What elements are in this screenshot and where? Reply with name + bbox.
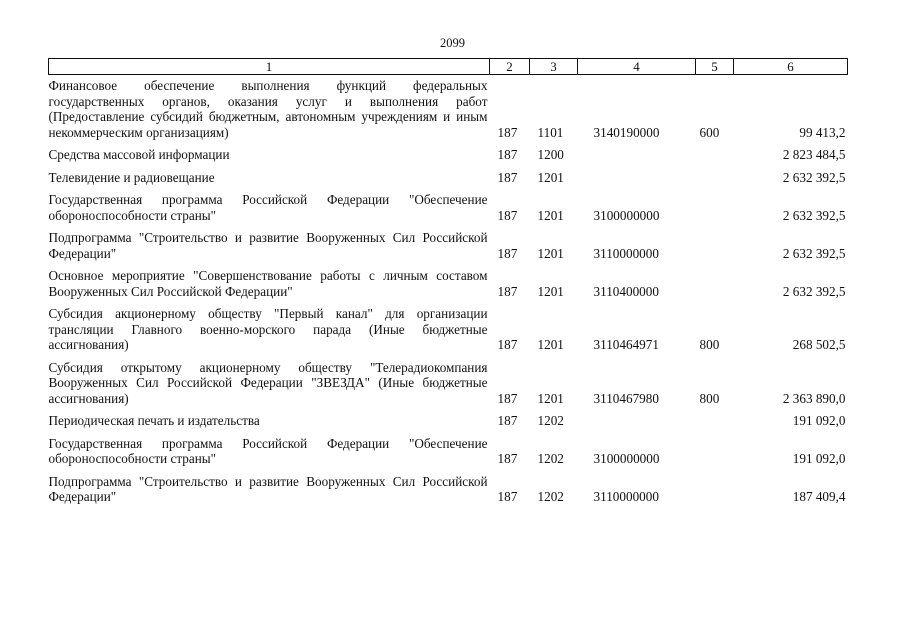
table-row — [49, 353, 848, 407]
row-name: Субсидия открытому акционерному обществу "Телерадиокомпания Вооруженных Сил Российской Федерации "ЗВЕЗДА" (Иные бюджетные ассигнования) — [48, 359, 488, 406]
row-ved: 187 — [497, 413, 518, 428]
row-section: 1201 — [537, 245, 564, 261]
row-name: Средства массовой информации — [48, 147, 230, 162]
row-section: 1201 — [537, 283, 564, 299]
row-name: Подпрограмма "Строительство и развитие Вооруженных Сил Российской Федерации" — [48, 230, 488, 261]
row-name: Субсидия акционерному обществу "Первый канал" для организации трансляции Главного военно-морского парада (Иные бюджетные ассигнования) — [48, 306, 488, 352]
row-ved: 187 — [497, 245, 518, 261]
row-target: 3140190000 — [593, 124, 660, 140]
row-ved: 187 — [497, 390, 518, 406]
row-sum: 2 823 484,5 — [782, 147, 846, 162]
row-target: 3110400000 — [593, 283, 659, 299]
row-section: 1201 — [537, 169, 564, 185]
row-name: Периодическая печать и издательства — [48, 413, 260, 428]
header-row — [49, 59, 848, 75]
row-expense-type — [696, 223, 734, 261]
row-target: 3100000000 — [593, 451, 660, 466]
row-sum: 2 632 392,5 — [782, 169, 846, 185]
row-target — [578, 406, 696, 429]
header-col-ved: 2 — [490, 59, 530, 75]
row-ved: 187 — [497, 147, 518, 162]
page-number: 2099 — [440, 36, 465, 50]
table-row — [49, 406, 848, 429]
row-section: 1201 — [537, 207, 564, 223]
row-target: 3110464971 — [593, 337, 659, 352]
table-row — [49, 185, 848, 223]
row-target — [578, 163, 696, 186]
row-name: Подпрограмма "Строительство и развитие Вооруженных Сил Российской Федерации" — [48, 473, 488, 504]
row-ved: 187 — [497, 124, 518, 140]
row-target: 3100000000 — [593, 207, 660, 223]
row-ved: 187 — [497, 169, 518, 185]
row-section: 1202 — [537, 451, 564, 466]
row-sum: 2 632 392,5 — [782, 207, 846, 223]
row-expense-type — [696, 163, 734, 186]
row-section: 1201 — [537, 337, 564, 352]
header-col-name: 1 — [49, 59, 490, 75]
row-expense-type: 800 — [699, 390, 720, 406]
row-sum: 187 409,4 — [792, 489, 846, 504]
row-target: 3110467980 — [593, 390, 659, 406]
row-target: 3110000000 — [593, 245, 659, 261]
row-section: 1202 — [537, 413, 564, 428]
table-row — [49, 429, 848, 467]
row-name: Телевидение и радиовещание — [48, 169, 215, 185]
row-sum: 2 363 890,0 — [782, 390, 846, 406]
row-ved: 187 — [497, 207, 518, 223]
table-row — [49, 467, 848, 505]
row-expense-type — [696, 429, 734, 467]
header-col-sum: 6 — [734, 59, 848, 75]
row-sum: 99 413,2 — [799, 124, 846, 140]
row-name: Государственная программа Российской Федерации "Обеспечение обороноспособности страны" — [48, 192, 488, 223]
row-ved: 187 — [497, 283, 518, 299]
budget-table — [48, 58, 848, 505]
row-sum: 2 632 392,5 — [782, 245, 846, 261]
row-name: Государственная программа Российской Федерации "Обеспечение обороноспособности страны" — [48, 435, 488, 466]
table-header — [49, 59, 848, 75]
row-section: 1201 — [537, 390, 564, 406]
row-expense-type — [696, 261, 734, 299]
table-row — [49, 163, 848, 186]
row-ved: 187 — [497, 489, 518, 504]
row-name: Финансовое обеспечение выполнения функций федеральных государственных органов, оказания услуг и выполнения работ (Предоставление субсидий бюджетным, автономным учреждениям и иным некоммерческим организациям) — [48, 78, 488, 140]
table-row — [49, 223, 848, 261]
table-body — [49, 75, 848, 505]
row-sum: 268 502,5 — [792, 337, 846, 352]
row-expense-type — [696, 140, 734, 163]
row-section: 1202 — [537, 489, 564, 504]
table-row — [49, 299, 848, 353]
header-col-target: 4 — [578, 59, 696, 75]
row-sum: 2 632 392,5 — [782, 283, 846, 299]
header-col-expense-type: 5 — [696, 59, 734, 75]
row-target — [578, 140, 696, 163]
row-expense-type — [696, 185, 734, 223]
row-sum: 191 092,0 — [792, 413, 846, 428]
row-ved: 187 — [497, 337, 518, 352]
table-row — [49, 75, 848, 141]
row-sum: 191 092,0 — [792, 451, 846, 466]
row-expense-type — [696, 467, 734, 505]
row-ved: 187 — [497, 451, 518, 466]
header-col-section: 3 — [530, 59, 578, 75]
row-section: 1200 — [537, 147, 564, 162]
row-expense-type — [696, 406, 734, 429]
row-section: 1101 — [537, 124, 564, 140]
row-name: Основное мероприятие "Совершенствование работы с личным составом Вооруженных Сил Российской Федерации" — [48, 268, 488, 299]
row-target: 3110000000 — [593, 489, 659, 504]
table-row — [49, 140, 848, 163]
table-row — [49, 261, 848, 299]
row-expense-type: 600 — [699, 124, 720, 140]
row-expense-type: 800 — [699, 337, 720, 352]
